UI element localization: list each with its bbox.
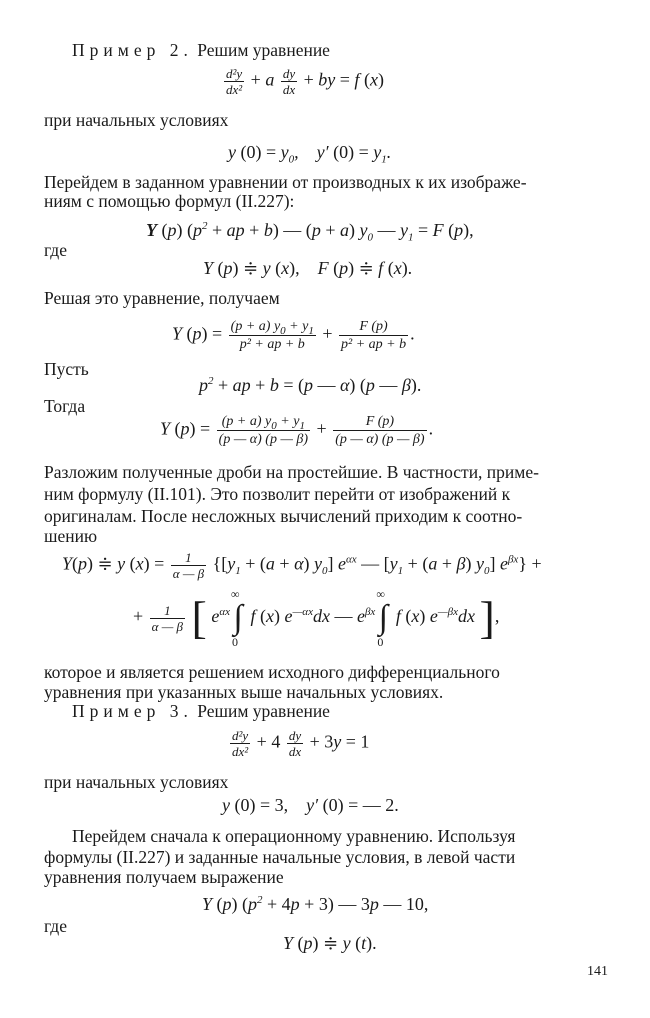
example2-decomp-line2: ним формулу (II.101). Это позволит перейти от изображений к xyxy=(44,484,511,504)
equation-solution-image: Y (p) = $\frac{(p + a) y_0 + y_1}{\text{p² + ap + b}}$ + $\frac{F (p)}{\text{p² + ap + b}}$ . xyxy=(172,319,415,352)
example3-para-line1: Перейдем сначала к операционному уравнению. Используя xyxy=(72,826,516,846)
example3-intro: Решим уравнение xyxy=(197,701,330,721)
example2-conclusion-line2: уравнения при указанных выше начальных условиях. xyxy=(44,682,444,702)
example3-para-line3: уравнения получаем выражение xyxy=(44,867,284,887)
equation-example3-expression: Y (p) $(p^2 + 4p + 3)$ — 3p — 10, xyxy=(202,894,429,914)
equation-original-line1: Y(p) ≑ y (x) = $\frac{1}{\alpha — \beta}$ {[$y_1 + (a + \alpha)$ $y_0$] $e^{\alpha x}$ — [$y_1 + (a + \beta)$ $y_0$] $e^{\beta x}$} + xyxy=(62,550,542,581)
example3-para-line2: формулы (II.227) и заданные начальные условия, в левой части xyxy=(44,847,516,867)
example2-intro: Решим уравнение xyxy=(197,40,330,60)
example2-conclusion-line1: которое и является решением исходного дифференциального xyxy=(44,662,500,682)
example2-label: Пример 2. xyxy=(72,40,193,60)
equation-ode-example3: $\frac{\text{d²y}}{\text{dx²}}$ + 4 $\frac{dy}{dx}$ + 3y = 1 xyxy=(232,728,370,759)
example2-where: где xyxy=(44,240,67,260)
page-number: 141 xyxy=(587,964,608,979)
example3-where: где xyxy=(44,916,67,936)
equation-solution-factored: Y (p) = $\frac{(p + a) y_0 + y_1}{(p — \alpha) (p — \beta)}$ + $\frac{F (p)}{(p — \alpha) (p — \beta)}$ . xyxy=(160,414,434,447)
example2-decomp-line3: оригиналам. После несложных вычислений приходим к соотно- xyxy=(44,506,523,526)
example2-heading xyxy=(72,40,330,60)
example2-init-text: при начальных условиях xyxy=(44,110,229,130)
example3-heading xyxy=(72,701,330,721)
example2-let: Пусть xyxy=(44,359,89,379)
equation-correspondence-2: Y (p) ≑ y (x), F (p) ≑ f (x). xyxy=(203,258,413,278)
example2-transition-line1: Перейдем в заданном уравнении от производных к их изображе- xyxy=(44,172,527,192)
equation-factorization: $p^2$ + ap + b = (p — α) (p — β). xyxy=(199,375,422,395)
example2-transition-line2: ниям с помощью формул (II.227): xyxy=(44,191,295,211)
equation-ode-general: $\frac{\text{d²y}}{\text{dx²}}$ + a $\frac{dy}{dx}$ + by = f (x) xyxy=(226,66,384,97)
equation-correspondence-3: Y (p) ≑ y (t). xyxy=(283,933,377,953)
equation-initial-conditions-2: y $(0) = y_0$, y′ $(0) = y_1$. xyxy=(228,142,392,166)
example2-solving: Решая это уравнение, получаем xyxy=(44,288,280,308)
example3-label: Пример 3. xyxy=(72,701,193,721)
example3-init-text: при начальных условиях xyxy=(44,772,229,792)
example2-decomp-line4: шению xyxy=(44,526,98,546)
example2-then: Тогда xyxy=(44,396,86,416)
example2-decomp-line1: Разложим полученные дроби на простейшие. В частности, приме- xyxy=(44,462,539,482)
equation-initial-conditions-3: y (0) = 3, y′ (0) = — 2. xyxy=(222,795,399,815)
equation-original-line2: + $\frac{1}{\alpha — \beta}$ [ $e^{\alpha x}$ ∞ ∫ 0 f (x) $e^{—\alpha x}dx$ — $e^{\beta x}$ ∞ ∫ 0 f (x) $e^{—\beta x}dx$ ], xyxy=(133,587,500,649)
equation-operator-image: Y (p) ($p^2$ + ap + b) — (p + a) $y_0$ — $y_1 = F$ (p), xyxy=(146,220,474,244)
